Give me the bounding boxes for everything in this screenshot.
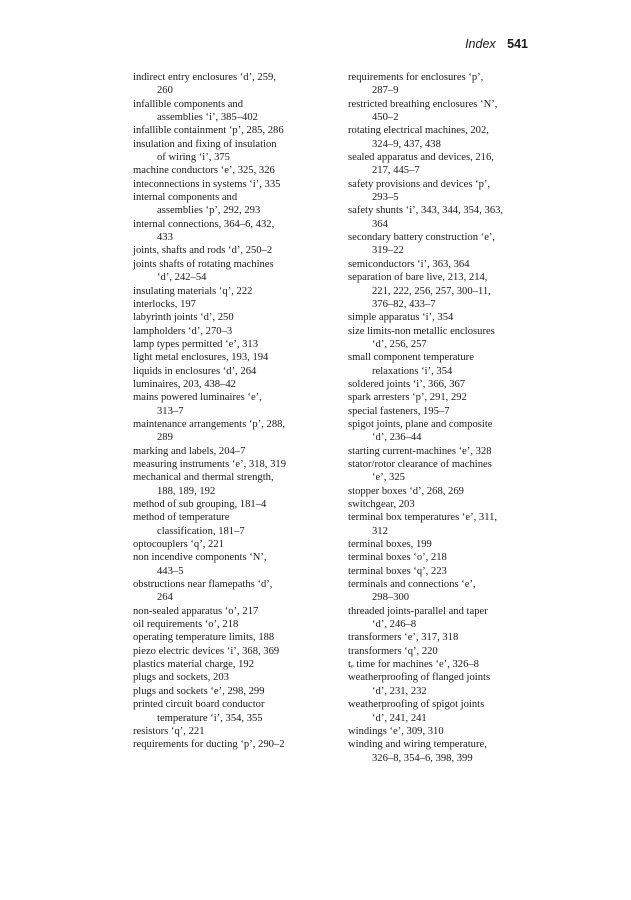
index-entry-text: interlocks, 197 (133, 298, 196, 310)
index-entry (133, 511, 333, 538)
index-entry (348, 98, 548, 125)
index-entry-continuation: 376–82, 433–7 (372, 298, 436, 310)
index-entry-text: machine conductors ‘e’, 325, 326 (133, 165, 275, 177)
index-entry-text: sealed apparatus and devices, 216, (348, 152, 494, 164)
index-entry-text: threaded joints-parallel and taper (348, 605, 488, 617)
index-entry-text: luminaires, 203, 438–42 (133, 378, 236, 390)
index-entry-continuation: assemblies ‘i’, 385–402 (157, 112, 258, 124)
index-entry-text: light metal enclosures, 193, 194 (133, 352, 269, 364)
index-entry-text: operating temperature limits, 188 (133, 632, 275, 644)
index-entry (348, 551, 548, 564)
index-entry (348, 204, 548, 231)
index-entry-text: special fasteners, 195–7 (348, 405, 450, 417)
index-entry-text: measuring instruments ‘e’, 318, 319 (133, 458, 286, 470)
index-entry-text: infallible containment ‘p’, 285, 286 (133, 125, 284, 137)
index-entry (348, 258, 548, 271)
index-entry-text: maintenance arrangements ‘p’, 288, (133, 418, 286, 430)
index-entry-text: winding and wiring temperature, (348, 739, 487, 751)
index-entry (133, 551, 333, 578)
index-entry (133, 178, 333, 191)
index-entry-text: piezo electric devices ‘i’, 368, 369 (133, 645, 280, 657)
index-entry-text: simple apparatus ‘i’, 354 (348, 312, 454, 324)
index-entry-continuation: 324–9, 437, 438 (372, 138, 441, 150)
index-entry (133, 338, 333, 351)
index-entry-text: printed circuit board conductor (133, 699, 265, 711)
index-entry-continuation: 217, 445–7 (372, 165, 420, 177)
index-entry-continuation: 326–8, 354–6, 398, 399 (372, 752, 473, 764)
index-entry (133, 538, 333, 551)
index-entry-text: stopper boxes ‘d’, 268, 269 (348, 485, 464, 497)
index-entry (133, 458, 333, 471)
index-entry-text: rotating electrical machines, 202, (348, 125, 489, 137)
index-entry (133, 578, 333, 605)
index-entry-continuation: ‘d’, 246–8 (372, 619, 417, 631)
index-column-left (133, 71, 333, 752)
index-entry (133, 498, 333, 511)
index-entry (133, 698, 333, 725)
index-entry (348, 698, 548, 725)
index-entry-text: infallible components and (133, 98, 244, 110)
index-entry-text: safety provisions and devices ‘p’, (348, 178, 491, 190)
index-entry-continuation: 433 (157, 232, 173, 244)
index-entry (348, 671, 548, 698)
index-entry-text: requirements for enclosures ‘p’, (348, 72, 484, 83)
index-entry-continuation: 443–5 (157, 565, 184, 577)
index-entry-text: plugs and sockets, 203 (133, 672, 229, 684)
index-entry (133, 138, 333, 165)
index-entry-text: tₑ time for machines ‘e’, 326–8 (348, 659, 479, 671)
index-entry-text: mains powered luminaires ‘e’, (133, 392, 262, 404)
index-entry-text: resistors ‘q’, 221 (133, 725, 205, 737)
index-entry (133, 244, 333, 257)
index-entry-continuation: relaxations ‘i’, 354 (372, 365, 453, 377)
index-entry-continuation: assemblies ‘p’, 292, 293 (157, 205, 261, 217)
index-entry (133, 378, 333, 391)
index-entry (133, 298, 333, 311)
index-entry (348, 445, 548, 458)
index-entry-text: small component temperature (348, 352, 474, 364)
index-entry (133, 418, 333, 445)
index-entry (348, 351, 548, 378)
index-entry-text: marking and labels, 204–7 (133, 445, 246, 457)
index-entry-text: mechanical and thermal strength, (133, 472, 274, 484)
index-entry (348, 578, 548, 605)
index-entry (348, 378, 548, 391)
index-entry (133, 685, 333, 698)
index-entry-continuation: of wiring ‘i’, 375 (157, 152, 230, 164)
index-entry (133, 645, 333, 658)
index-entry-continuation: 221, 222, 256, 257, 300–11, (372, 285, 491, 297)
index-entry-text: transformers ‘q’, 220 (348, 645, 438, 657)
index-entry-text: safety shunts ‘i’, 343, 344, 354, 363, (348, 205, 504, 217)
running-head (465, 37, 528, 51)
index-entry-text: weatherproofing of spigot joints (348, 699, 485, 711)
index-entry (133, 98, 333, 125)
index-entry-text: starting current-machines ‘e’, 328 (348, 445, 492, 457)
index-entry-text: spark arresters ‘p’, 291, 292 (348, 392, 467, 404)
index-entry-text: switchgear, 203 (348, 499, 415, 510)
page-number: 541 (507, 37, 528, 51)
index-entry-text: semiconductors ‘i’, 363, 364 (348, 258, 470, 270)
index-entry-text: internal components and (133, 192, 238, 204)
index-entry-text: terminal boxes ‘q’, 223 (348, 565, 447, 577)
index-entry (348, 738, 548, 765)
index-column-right (348, 71, 548, 765)
index-entry (348, 458, 548, 485)
index-entry (133, 311, 333, 324)
index-entry (133, 391, 333, 418)
index-entry-continuation: 319–22 (372, 245, 404, 257)
index-entry (133, 738, 333, 751)
index-entry-continuation: 450–2 (372, 112, 399, 124)
index-entry-text: joints, shafts and rods ‘d’, 250–2 (133, 245, 273, 257)
index-entry (348, 124, 548, 151)
index-entry-text: plastics material charge, 192 (133, 659, 255, 671)
index-entry-continuation: temperature ‘i’, 354, 355 (157, 712, 263, 724)
index-entry (133, 191, 333, 218)
index-entry-text: inteconnections in systems ‘i’, 335 (133, 178, 281, 190)
index-entry-continuation: ‘d’, 231, 232 (372, 685, 427, 697)
index-entry (133, 365, 333, 378)
index-entry (348, 405, 548, 418)
index-entry-text: stator/rotor clearance of machines (348, 458, 492, 470)
index-entry-text: method of sub grouping, 181–4 (133, 499, 267, 510)
index-entry (348, 725, 548, 738)
index-entry-text: lampholders ‘d’, 270–3 (133, 325, 233, 337)
index-entry-text: joints shafts of rotating machines (133, 258, 274, 270)
index-entry (133, 605, 333, 618)
index-entry (348, 565, 548, 578)
index-entry (348, 485, 548, 498)
index-entry-text: method of temperature (133, 512, 230, 524)
index-entry-continuation: 313–7 (157, 405, 184, 417)
index-entry-text: insulation and fixing of insulation (133, 138, 277, 150)
index-entry (348, 311, 548, 324)
index-entry-continuation: classification, 181–7 (157, 525, 245, 537)
index-entry-text: plugs and sockets ‘e’, 298, 299 (133, 685, 265, 697)
index-entry-continuation: 264 (157, 592, 173, 604)
index-entry (348, 538, 548, 551)
index-entry (133, 445, 333, 458)
index-entry (348, 658, 548, 671)
index-entry (348, 645, 548, 658)
index-entry-continuation: 289 (157, 432, 173, 444)
index-entry-text: non-sealed apparatus ‘o’, 217 (133, 605, 259, 617)
index-entry (348, 271, 548, 311)
index-entry-continuation: 293–5 (372, 192, 399, 204)
index-entry-text: optocouplers ‘q’, 221 (133, 539, 224, 551)
index-entry (348, 418, 548, 445)
index-entry-continuation: 260 (157, 85, 173, 97)
index-entry-continuation: 312 (372, 525, 388, 537)
index-entry-text: soldered joints ‘i’, 366, 367 (348, 378, 466, 390)
index-entry (348, 498, 548, 511)
index-entry-text: lamp types permitted ‘e’, 313 (133, 338, 259, 350)
index-entry-text: windings ‘e’, 309, 310 (348, 725, 444, 737)
index-entry (348, 71, 548, 98)
index-entry (133, 124, 333, 137)
index-entry-continuation: 287–9 (372, 85, 399, 97)
index-entry (133, 258, 333, 285)
index-entry (348, 391, 548, 404)
index-entry-text: secondary battery construction ‘e’, (348, 232, 496, 244)
index-entry (133, 71, 333, 98)
index-entry (133, 164, 333, 177)
index-entry-text: oil requirements ‘o’, 218 (133, 619, 239, 631)
index-entry-continuation: 188, 189, 192 (157, 485, 216, 497)
index-entry-continuation: ‘d’, 242–54 (157, 272, 207, 284)
index-entry-text: restricted breathing enclosures ‘N’, (348, 98, 498, 110)
index-entry-continuation: ‘d’, 256, 257 (372, 338, 427, 350)
index-entry-continuation: ‘d’, 241, 241 (372, 712, 427, 724)
index-entry-text: obstructions near flamepaths ‘d’, (133, 579, 273, 591)
index-entry-text: terminal boxes ‘o’, 218 (348, 552, 447, 564)
index-entry (348, 605, 548, 632)
index-entry-text: terminals and connections ‘e’, (348, 579, 476, 591)
index-entry (348, 178, 548, 205)
running-head-title: Index (465, 37, 496, 51)
index-entry (348, 511, 548, 538)
index-entry (133, 671, 333, 684)
index-entry-continuation: 364 (372, 218, 388, 230)
index-entry (133, 631, 333, 644)
index-entry (348, 151, 548, 178)
index-entry-text: terminal boxes, 199 (348, 539, 432, 551)
index-entry-text: insulating materials ‘q’, 222 (133, 285, 253, 297)
index-entry-text: separation of bare live, 213, 214, (348, 272, 488, 284)
index-entry-text: size limits-non metallic enclosures (348, 325, 495, 337)
index-entry-text: spigot joints, plane and composite (348, 418, 493, 430)
index-entry-continuation: ‘e’, 325 (372, 472, 405, 484)
index-entry (133, 618, 333, 631)
index-entry (133, 351, 333, 364)
index-entry-text: labyrinth joints ‘d’, 250 (133, 312, 234, 324)
index-entry (133, 725, 333, 738)
index-entry-text: weatherproofing of flanged joints (348, 672, 491, 684)
index-entry (348, 231, 548, 258)
index-entry (348, 325, 548, 352)
index-entry-text: internal connections, 364–6, 432, (133, 218, 275, 230)
index-entry (133, 471, 333, 498)
index-entry-text: terminal box temperatures ‘e’, 311, (348, 512, 498, 524)
index-entry (133, 218, 333, 245)
index-entry-text: liquids in enclosures ‘d’, 264 (133, 365, 257, 377)
index-entry-text: indirect entry enclosures ‘d’, 259, (133, 72, 276, 83)
index-entry-text: transformers ‘e’, 317, 318 (348, 632, 459, 644)
index-entry (133, 325, 333, 338)
index-entry (133, 658, 333, 671)
index-entry-text: requirements for ducting ‘p’, 290–2 (133, 739, 285, 751)
index-entry (348, 631, 548, 644)
index-entry-continuation: 298–300 (372, 592, 410, 604)
index-entry-text: non incendive components ‘N’, (133, 552, 267, 564)
index-entry (133, 285, 333, 298)
index-entry-continuation: ‘d’, 236–44 (372, 432, 422, 444)
